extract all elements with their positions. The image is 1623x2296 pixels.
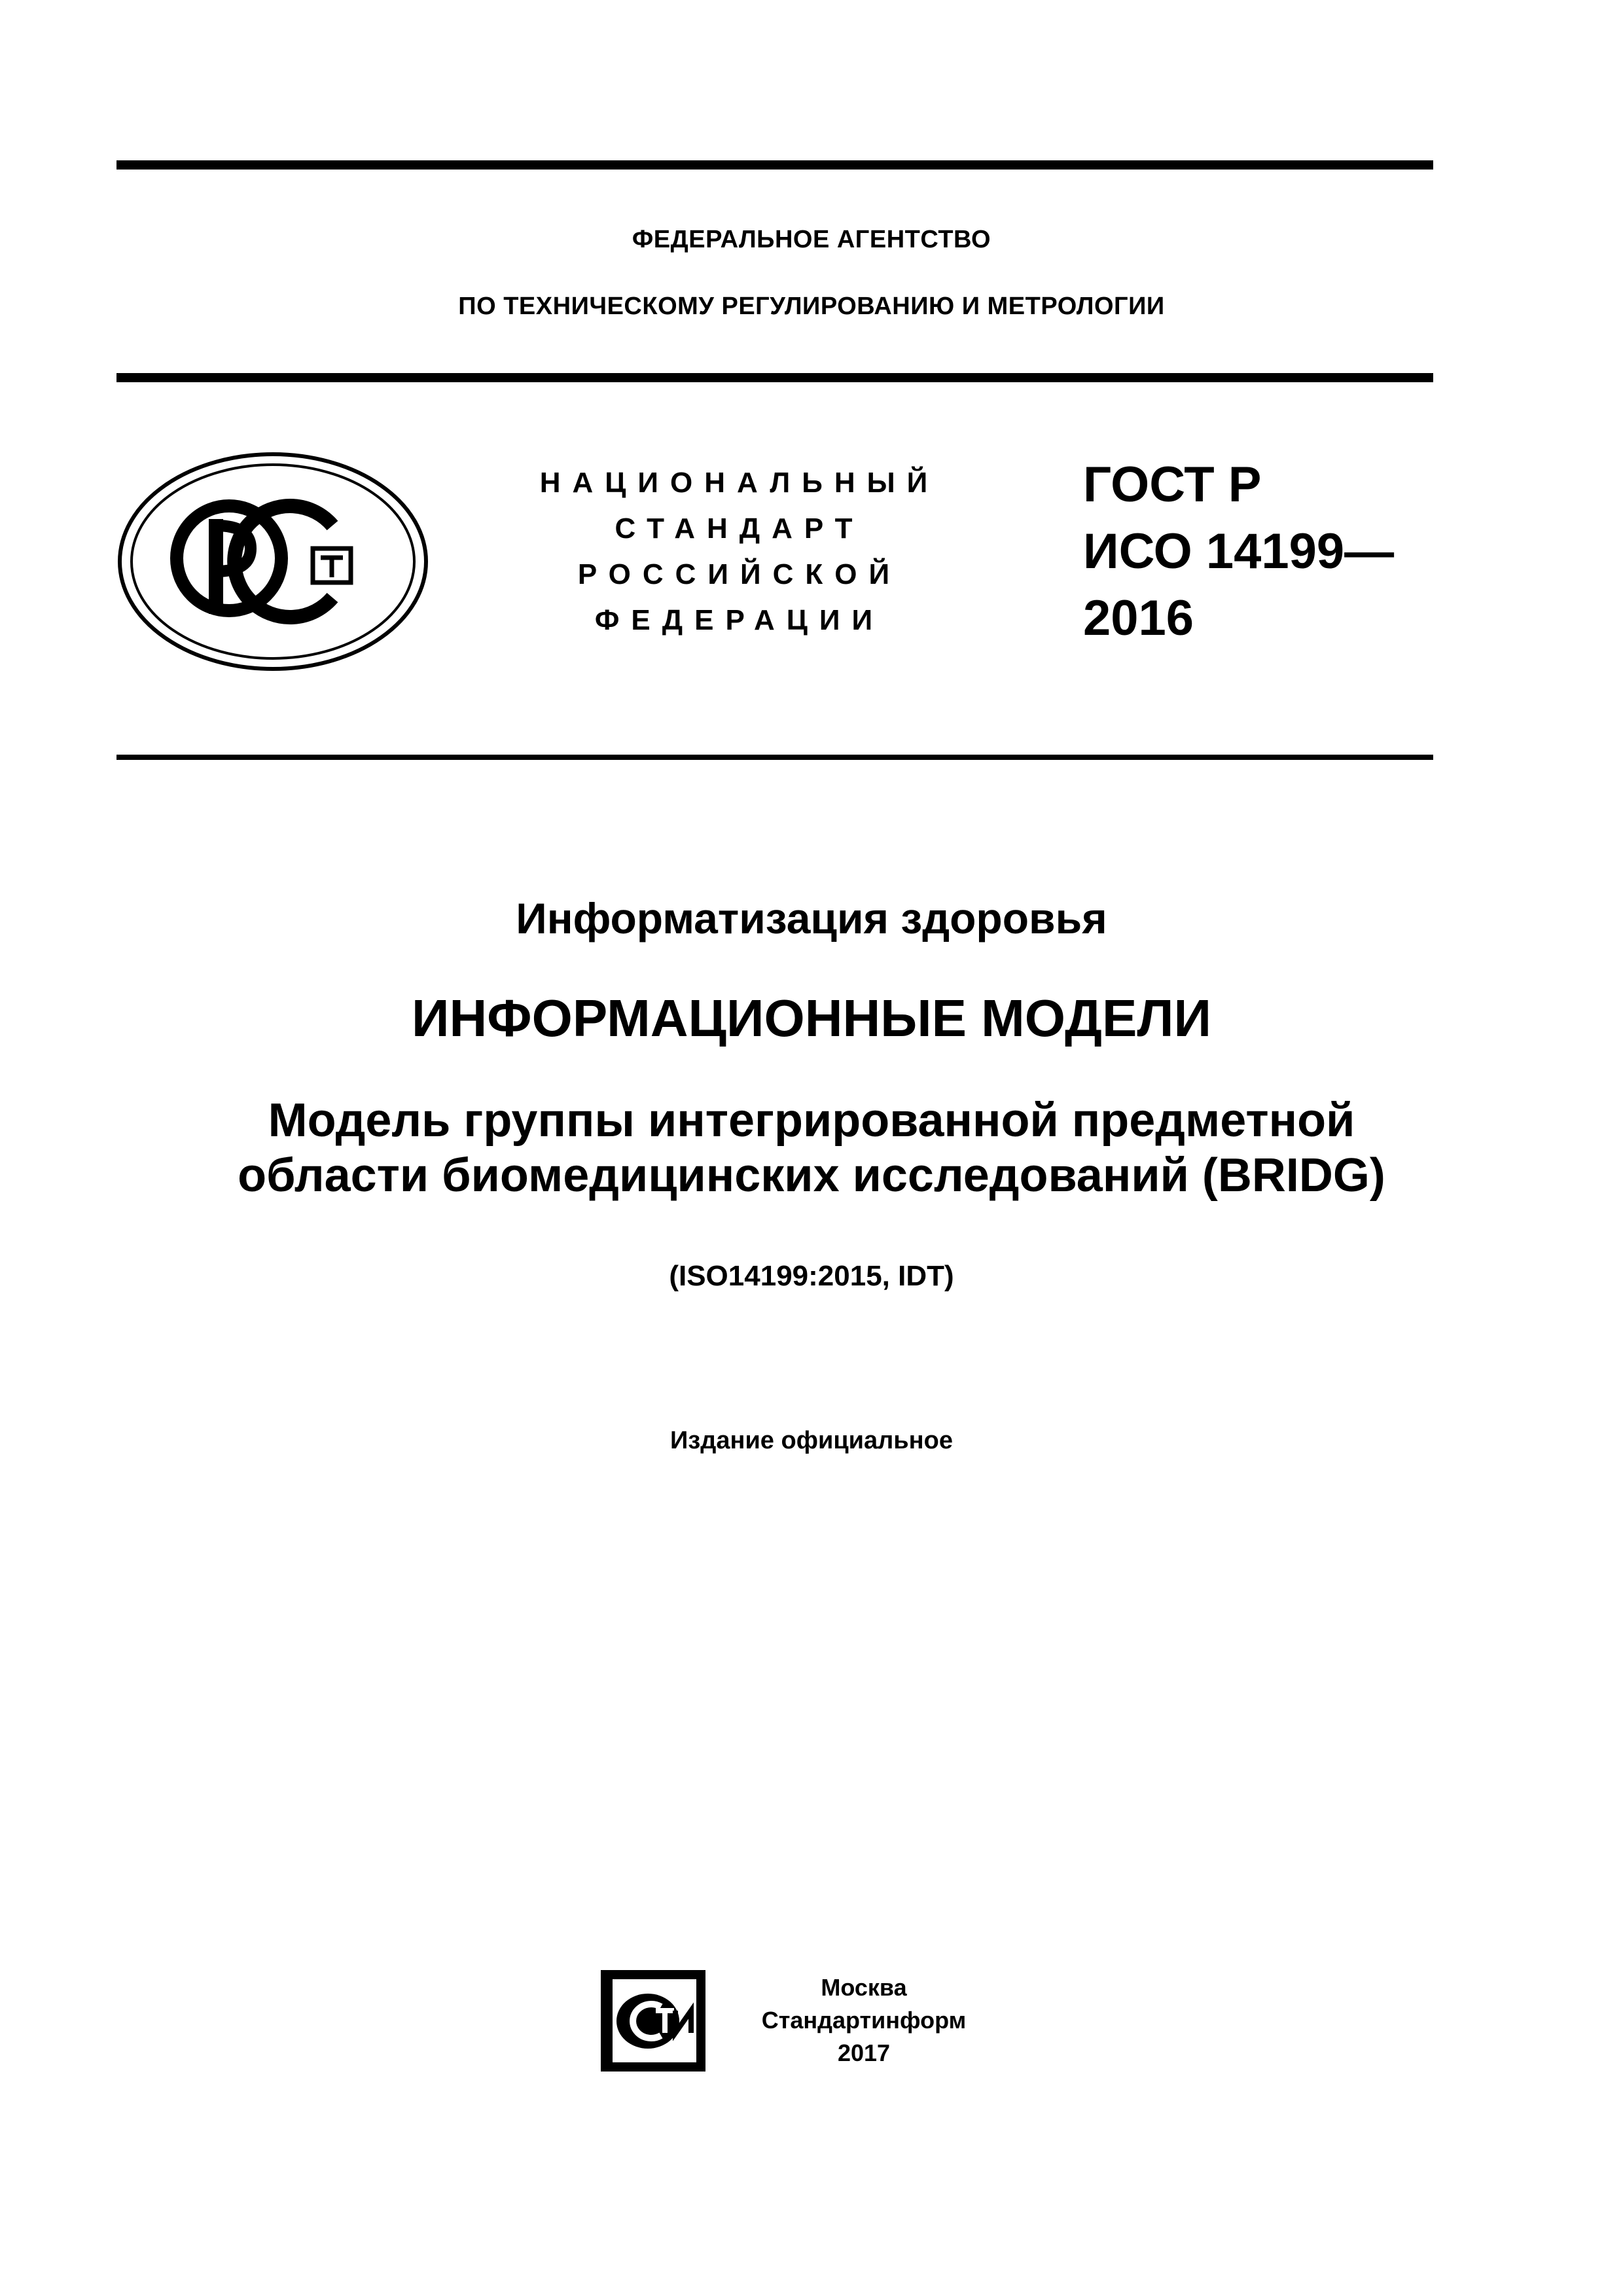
national-line-3: РОССИЙСКОЙ [577, 558, 902, 590]
document-main-title: ИНФОРМАЦИОННЫЕ МОДЕЛИ [412, 989, 1211, 1047]
agency-line-2: ПО ТЕХНИЧЕСКОМУ РЕГУЛИРОВАНИЮ И МЕТРОЛОГИИ [458, 293, 1165, 320]
national-line-2: СТАНДАРТ [615, 512, 865, 545]
bottom-rule [116, 755, 1433, 760]
middle-rule [116, 373, 1433, 382]
publisher-city: Москва [821, 1974, 907, 2001]
national-line-4: ФЕДЕРАЦИИ [594, 604, 885, 636]
standartinform-sti-logo-icon [601, 1970, 705, 2072]
agency-line-1: ФЕДЕРАЛЬНОЕ АГЕНТСТВО [632, 226, 991, 253]
national-standard-label [504, 460, 975, 643]
standard-designation [1083, 452, 1423, 652]
edition-label: Издание официальное [670, 1427, 953, 1454]
document-subtitle [0, 1093, 1623, 1203]
document-subject: Информатизация здоровья [516, 894, 1107, 942]
gost-rst-logo-icon [116, 450, 429, 673]
top-rule [116, 160, 1433, 170]
subtitle-line-1: Модель группы интегрированной предметной [268, 1094, 1355, 1147]
designation-line-2: ИСО 14199— [1083, 524, 1395, 579]
iso-reference: (ISO14199:2015, IDT) [669, 1260, 954, 1292]
publisher-block [720, 1971, 1008, 2070]
publisher-year: 2017 [837, 2039, 891, 2066]
subtitle-line-2: области биомедицинских исследований (BRIDG) [238, 1149, 1385, 1202]
national-line-1: НАЦИОНАЛЬНЫЙ [539, 467, 940, 499]
designation-line-1: ГОСТ Р [1083, 457, 1262, 512]
publisher-name: Стандартинформ [761, 2007, 967, 2034]
designation-line-3: 2016 [1083, 590, 1194, 646]
